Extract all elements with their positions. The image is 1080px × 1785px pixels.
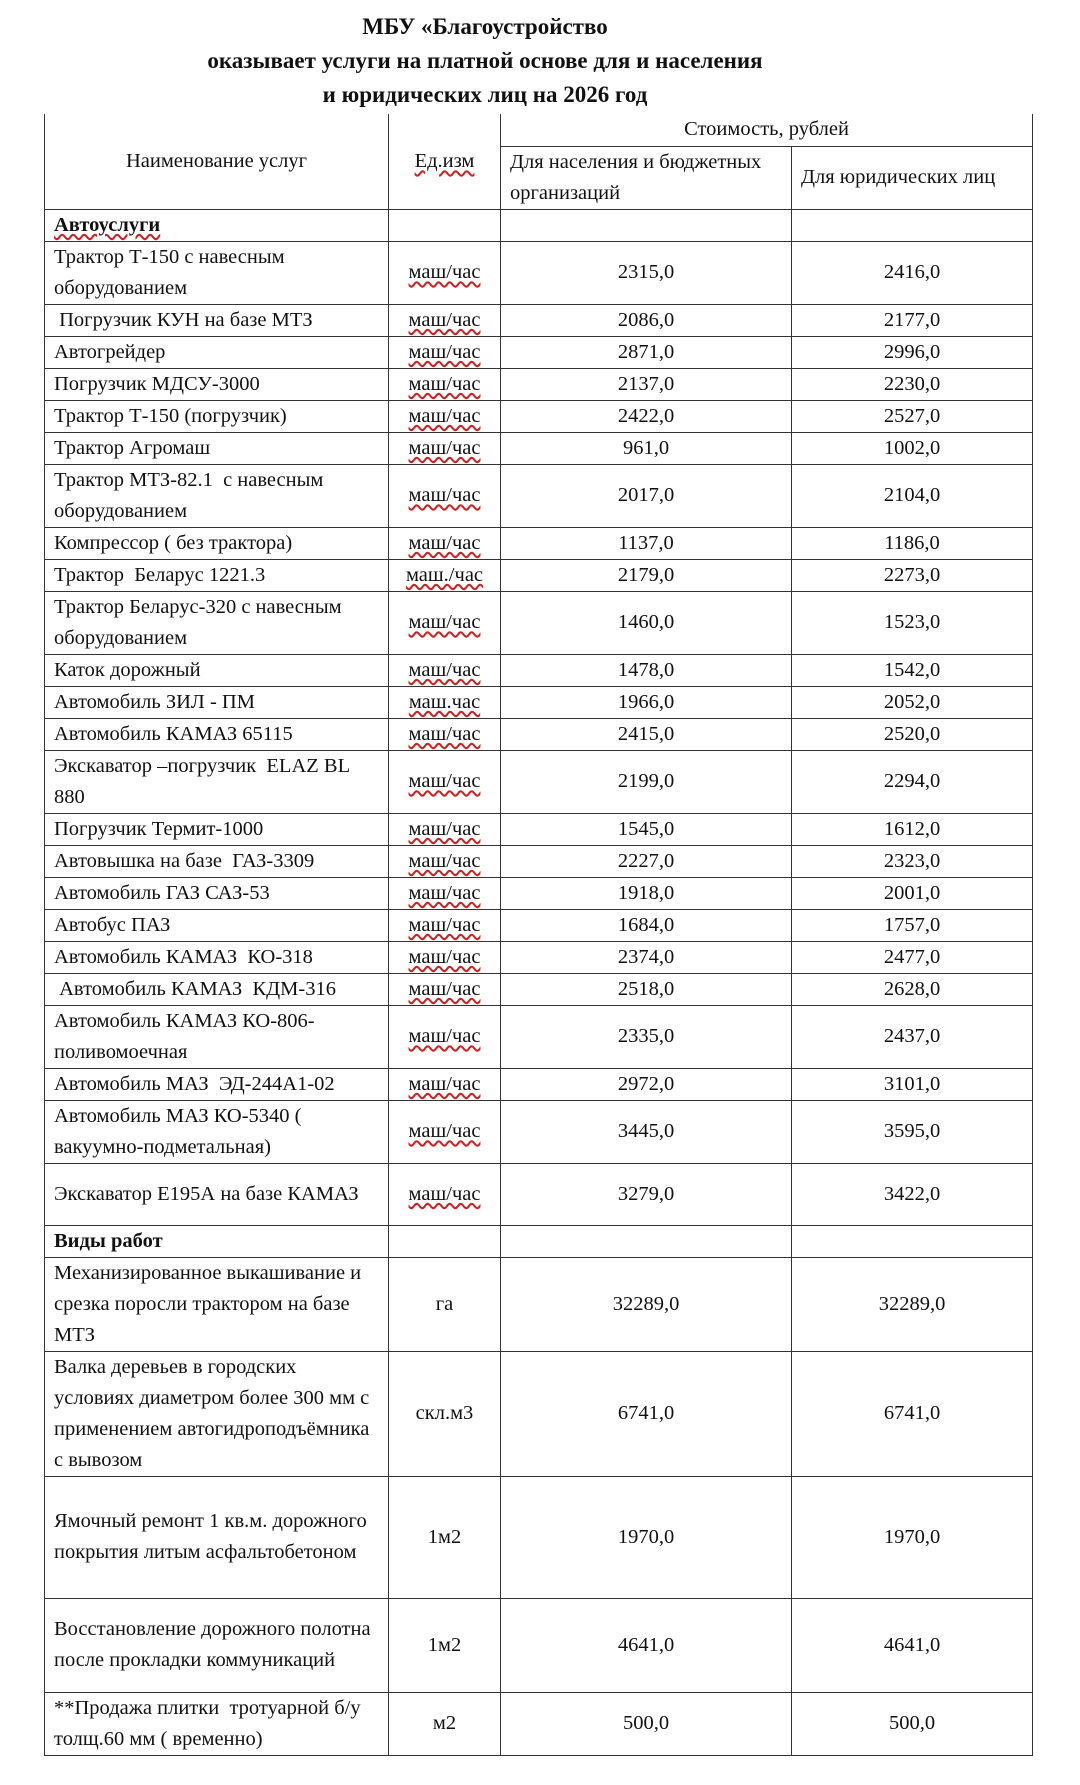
- table-row: [45, 909, 1033, 941]
- price-legal: 2001,0: [792, 877, 1033, 909]
- table-row: [45, 845, 1033, 877]
- price-legal: 3595,0: [792, 1100, 1033, 1163]
- service-name: Трактор Т-150 с навесным оборудованием: [45, 241, 389, 304]
- price-legal: 2230,0: [792, 368, 1033, 400]
- table-row: [45, 591, 1033, 654]
- unit-text: скл.м3: [415, 1402, 474, 1424]
- unit-text: маш/час: [408, 913, 481, 936]
- service-name: Трактор Беларус-320 с навесным оборудованием: [45, 591, 389, 654]
- unit-cell: [389, 877, 501, 909]
- price-population: 1478,0: [501, 654, 792, 686]
- table-row: [45, 559, 1033, 591]
- table-row: [45, 400, 1033, 432]
- service-name: Трактор МТЗ-82.1 с навесным оборудованием: [45, 464, 389, 527]
- unit-text: маш.час: [408, 690, 481, 713]
- section-title-text: Виды работ: [54, 1229, 163, 1252]
- price-population: 2335,0: [501, 1005, 792, 1068]
- table-row: [45, 1100, 1033, 1163]
- service-name: Каток дорожный: [45, 654, 389, 686]
- service-name: Ямочный ремонт 1 кв.м. дорожного покрытия литым асфальтобетоном: [45, 1476, 389, 1598]
- price-legal: 2520,0: [792, 718, 1033, 750]
- service-name: **Продажа плитки тротуарной б/у толщ.60 мм ( временно): [45, 1692, 389, 1755]
- unit-text: маш/час: [408, 1182, 481, 1205]
- unit-cell: [389, 1476, 501, 1598]
- empty-cell: [389, 1225, 501, 1257]
- price-legal: 2104,0: [792, 464, 1033, 527]
- table-row: [45, 1068, 1033, 1100]
- price-legal: 2437,0: [792, 1005, 1033, 1068]
- unit-cell: [389, 1068, 501, 1100]
- unit-cell: [389, 813, 501, 845]
- unit-text: маш/час: [408, 308, 481, 331]
- price-legal: 2273,0: [792, 559, 1033, 591]
- price-legal: 2177,0: [792, 304, 1033, 336]
- unit-text: 1м2: [427, 1633, 462, 1656]
- unit-text: маш/час: [408, 817, 481, 840]
- unit-text: маш./час: [405, 563, 484, 586]
- empty-cell: [501, 209, 792, 241]
- price-legal: 1523,0: [792, 591, 1033, 654]
- unit-cell: [389, 1100, 501, 1163]
- service-name: Погрузчик КУН на базе МТЗ: [45, 304, 389, 336]
- header-population: Для населения и бюджетных организаций: [501, 146, 792, 209]
- price-population: 3279,0: [501, 1163, 792, 1225]
- table-row: [45, 527, 1033, 559]
- table-header: [45, 114, 1033, 209]
- price-legal: 4641,0: [792, 1598, 1033, 1692]
- price-population: 1970,0: [501, 1476, 792, 1598]
- service-name: Автовышка на базе ГАЗ-3309: [45, 845, 389, 877]
- section-title: [45, 1225, 389, 1257]
- unit-cell: [389, 909, 501, 941]
- price-population: 1966,0: [501, 686, 792, 718]
- service-name: Трактор Агромаш: [45, 432, 389, 464]
- unit-text: маш/час: [408, 340, 481, 363]
- unit-cell: [389, 464, 501, 527]
- price-legal: 2294,0: [792, 750, 1033, 813]
- unit-cell: [389, 1598, 501, 1692]
- table-row: [45, 432, 1033, 464]
- price-legal: 1612,0: [792, 813, 1033, 845]
- unit-text: маш/час: [408, 404, 481, 427]
- table-row: [45, 464, 1033, 527]
- table-row: [45, 1163, 1033, 1225]
- table-row: [45, 1598, 1033, 1692]
- table-row: [45, 877, 1033, 909]
- price-population: 4641,0: [501, 1598, 792, 1692]
- price-population: 2315,0: [501, 241, 792, 304]
- unit-text: маш/час: [408, 658, 481, 681]
- unit-text: маш/час: [408, 372, 481, 395]
- table-row: [45, 368, 1033, 400]
- service-name: Автобус ПАЗ: [45, 909, 389, 941]
- section-row: [45, 209, 1033, 241]
- service-name: Погрузчик МДСУ-3000: [45, 368, 389, 400]
- unit-text: м2: [432, 1712, 457, 1734]
- price-legal: 1542,0: [792, 654, 1033, 686]
- unit-cell: [389, 591, 501, 654]
- price-legal: 1186,0: [792, 527, 1033, 559]
- price-population: 961,0: [501, 432, 792, 464]
- price-population: 2871,0: [501, 336, 792, 368]
- unit-cell: [389, 241, 501, 304]
- price-population: 6741,0: [501, 1351, 792, 1476]
- table-row: [45, 1692, 1033, 1755]
- unit-cell: [389, 368, 501, 400]
- price-population: 2179,0: [501, 559, 792, 591]
- table-row: [45, 304, 1033, 336]
- price-population: 2086,0: [501, 304, 792, 336]
- table-row: [45, 241, 1033, 304]
- table-row: [45, 1476, 1033, 1598]
- unit-cell: [389, 1257, 501, 1351]
- table-row: [45, 1351, 1033, 1476]
- table-row: [45, 336, 1033, 368]
- service-name: Автомобиль ЗИЛ - ПМ: [45, 686, 389, 718]
- table-row: [45, 718, 1033, 750]
- unit-cell: [389, 400, 501, 432]
- table-row: [45, 1005, 1033, 1068]
- table-row: [45, 941, 1033, 973]
- service-name: Автомобиль ГАЗ САЗ-53: [45, 877, 389, 909]
- header-unit: [389, 114, 501, 209]
- empty-cell: [389, 209, 501, 241]
- unit-text: маш/час: [408, 849, 481, 872]
- price-legal: 32289,0: [792, 1257, 1033, 1351]
- price-legal: 500,0: [792, 1692, 1033, 1755]
- price-legal: 2416,0: [792, 241, 1033, 304]
- unit-cell: [389, 1351, 501, 1476]
- unit-text: маш/час: [408, 1120, 481, 1142]
- unit-cell: [389, 432, 501, 464]
- price-population: 1684,0: [501, 909, 792, 941]
- unit-cell: [389, 973, 501, 1005]
- unit-text: маш/час: [408, 722, 481, 745]
- service-name: Автомобиль КАМАЗ КДМ-316: [45, 973, 389, 1005]
- unit-text: маш/час: [408, 436, 481, 459]
- service-name: Трактор Беларус 1221.3: [45, 559, 389, 591]
- price-legal: 1970,0: [792, 1476, 1033, 1598]
- unit-text: маш/час: [408, 531, 481, 554]
- price-population: 2199,0: [501, 750, 792, 813]
- title-line-2: оказывает услуги на платной основе для и населения: [207, 48, 763, 73]
- service-name: Экскаватор Е195А на базе КАМАЗ: [45, 1163, 389, 1225]
- unit-cell: [389, 654, 501, 686]
- price-population: 1460,0: [501, 591, 792, 654]
- unit-cell: [389, 686, 501, 718]
- header-cost: Стоимость, рублей: [501, 114, 1033, 146]
- price-population: 2137,0: [501, 368, 792, 400]
- service-name: Автомобиль КАМАЗ КО-318: [45, 941, 389, 973]
- price-legal: 1002,0: [792, 432, 1033, 464]
- table-row: [45, 654, 1033, 686]
- service-name: Валка деревьев в городских условиях диаметром более 300 мм с применением автогидроподъёмника с вывозом: [45, 1351, 389, 1476]
- document-title: [0, 10, 970, 112]
- unit-cell: [389, 1005, 501, 1068]
- unit-cell: [389, 941, 501, 973]
- unit-cell: [389, 845, 501, 877]
- header-legal: Для юридических лиц: [792, 146, 1033, 209]
- unit-text: маш/час: [408, 261, 481, 283]
- title-line-3: и юридических лиц на 2026 год: [322, 82, 648, 107]
- price-legal: 2527,0: [792, 400, 1033, 432]
- price-legal: 1757,0: [792, 909, 1033, 941]
- unit-cell: [389, 1163, 501, 1225]
- unit-cell: [389, 527, 501, 559]
- unit-text: маш/час: [408, 977, 481, 1000]
- unit-cell: [389, 336, 501, 368]
- section-title-text: Автоуслуги: [54, 213, 161, 236]
- section-title: [45, 209, 389, 241]
- price-population: 2374,0: [501, 941, 792, 973]
- unit-text: 1м2: [427, 1525, 462, 1548]
- price-population: 2017,0: [501, 464, 792, 527]
- title-line-1: МБУ «Благоустройство: [362, 14, 608, 39]
- header-name: Наименование услуг: [45, 114, 389, 209]
- price-legal: 2628,0: [792, 973, 1033, 1005]
- section-row: [45, 1225, 1033, 1257]
- unit-text: маш/час: [408, 945, 481, 968]
- empty-cell: [792, 1225, 1033, 1257]
- service-name: Восстановление дорожного полотна после прокладки коммуникаций: [45, 1598, 389, 1692]
- table-row: [45, 813, 1033, 845]
- unit-cell: [389, 559, 501, 591]
- unit-cell: [389, 750, 501, 813]
- price-table: [44, 114, 1033, 1756]
- table-row: [45, 686, 1033, 718]
- price-legal: 3422,0: [792, 1163, 1033, 1225]
- empty-cell: [501, 1225, 792, 1257]
- price-legal: 3101,0: [792, 1068, 1033, 1100]
- price-population: 3445,0: [501, 1100, 792, 1163]
- price-legal: 2052,0: [792, 686, 1033, 718]
- price-population: 2415,0: [501, 718, 792, 750]
- price-population: 2422,0: [501, 400, 792, 432]
- unit-cell: [389, 1692, 501, 1755]
- service-name: Механизированное выкашивание и срезка поросли трактором на базе МТЗ: [45, 1257, 389, 1351]
- unit-text: маш/час: [408, 770, 481, 792]
- price-legal: 2323,0: [792, 845, 1033, 877]
- service-name: Трактор Т-150 (погрузчик): [45, 400, 389, 432]
- empty-cell: [792, 209, 1033, 241]
- price-legal: 6741,0: [792, 1351, 1033, 1476]
- price-legal: 2996,0: [792, 336, 1033, 368]
- table-body: [45, 209, 1033, 1755]
- price-population: 1137,0: [501, 527, 792, 559]
- price-legal: 2477,0: [792, 941, 1033, 973]
- unit-text: маш/час: [408, 881, 481, 904]
- service-name: Автомобиль МАЗ КО-5340 ( вакуумно-подметальная): [45, 1100, 389, 1163]
- header-unit-text: Ед.изм: [414, 149, 475, 172]
- unit-cell: [389, 718, 501, 750]
- price-population: 2227,0: [501, 845, 792, 877]
- service-name: Погрузчик Термит-1000: [45, 813, 389, 845]
- service-name: Компрессор ( без трактора): [45, 527, 389, 559]
- unit-cell: [389, 304, 501, 336]
- service-name: Автомобиль МАЗ ЭД-244А1-02: [45, 1068, 389, 1100]
- unit-text: маш/час: [408, 1072, 481, 1095]
- price-population: 500,0: [501, 1692, 792, 1755]
- price-population: 2518,0: [501, 973, 792, 1005]
- price-population: 32289,0: [501, 1257, 792, 1351]
- unit-text: маш/час: [408, 1025, 481, 1047]
- table-row: [45, 750, 1033, 813]
- unit-text: га: [435, 1292, 454, 1315]
- price-population: 1918,0: [501, 877, 792, 909]
- service-name: Автомобиль КАМАЗ 65115: [45, 718, 389, 750]
- price-population: 1545,0: [501, 813, 792, 845]
- table-row: [45, 973, 1033, 1005]
- table-row: [45, 1257, 1033, 1351]
- service-name: Автогрейдер: [45, 336, 389, 368]
- unit-text: маш/час: [408, 484, 481, 506]
- price-population: 2972,0: [501, 1068, 792, 1100]
- service-name: Экскаватор –погрузчик ELAZ BL 880: [45, 750, 389, 813]
- unit-text: маш/час: [408, 611, 481, 633]
- service-name: Автомобиль КАМАЗ КО-806-поливомоечная: [45, 1005, 389, 1068]
